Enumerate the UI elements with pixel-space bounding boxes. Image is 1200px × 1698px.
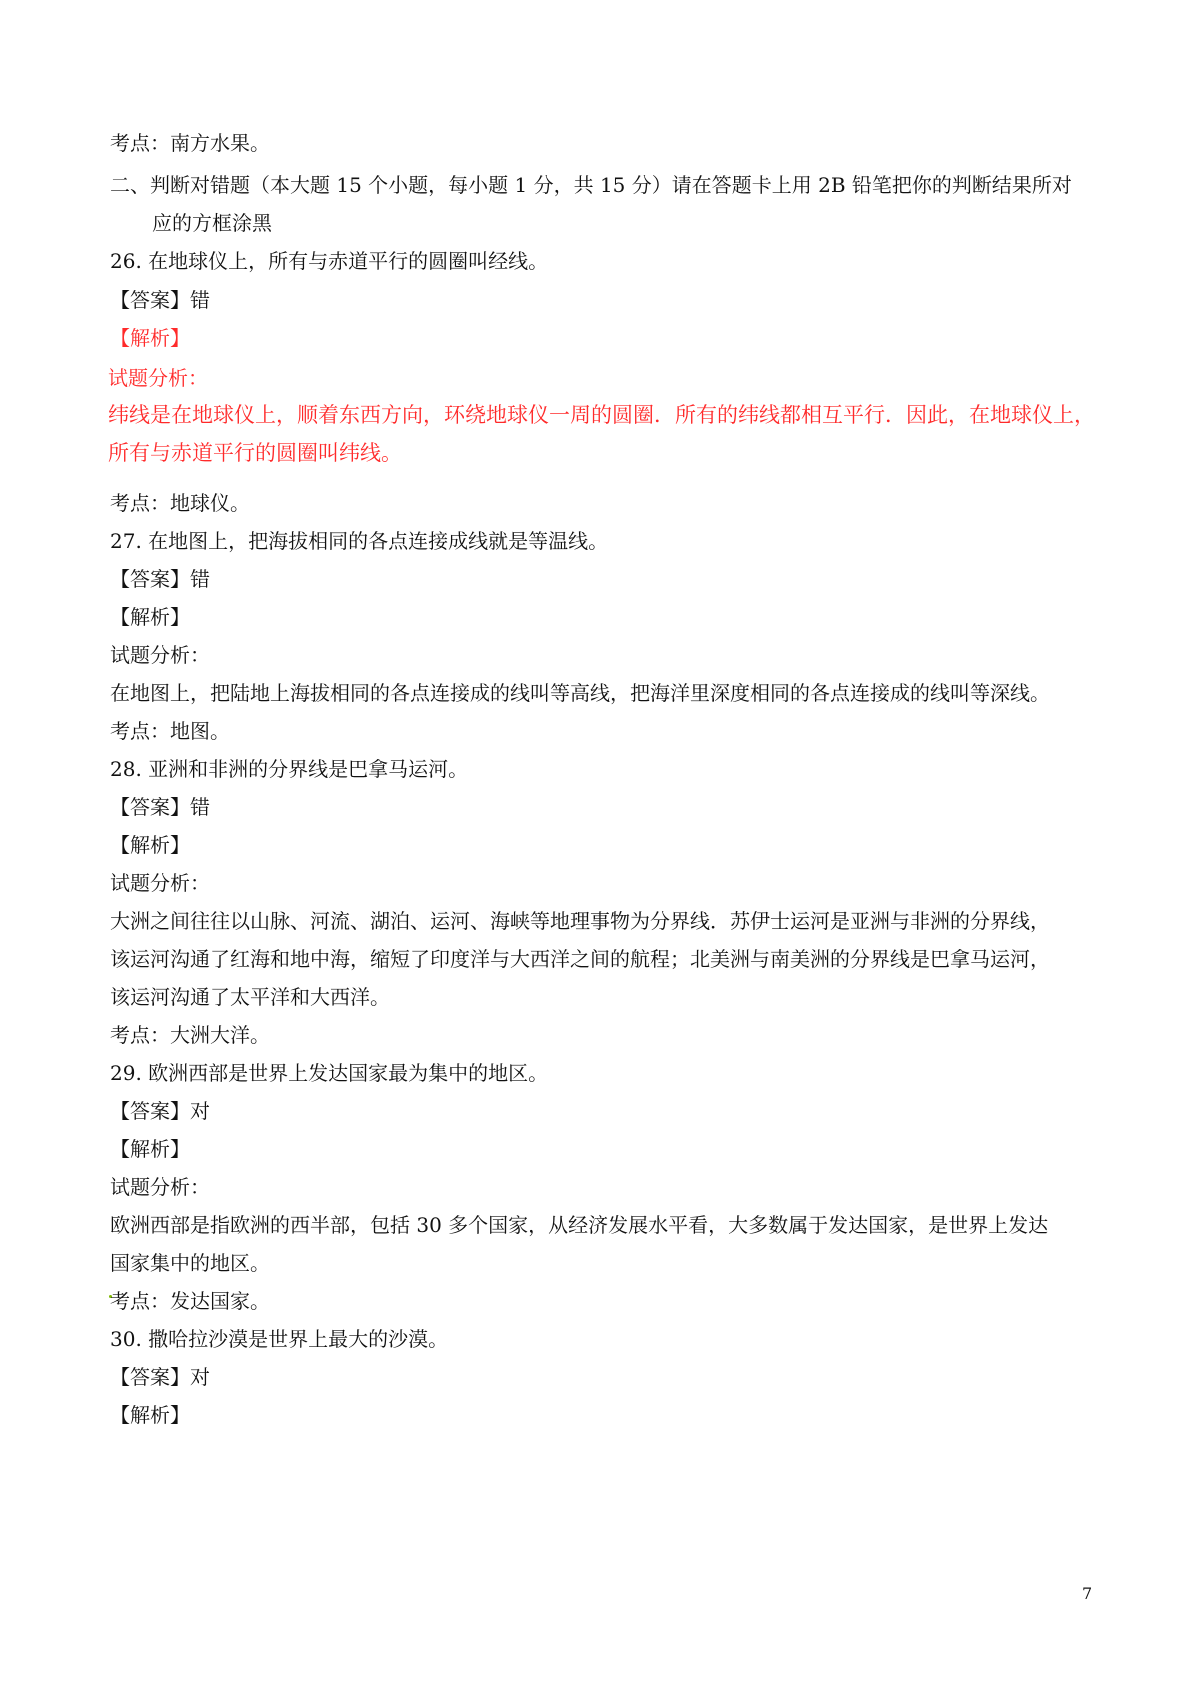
analysis-text-29-line2: 国家集中的地区。 [110, 1251, 270, 1275]
analysis-text-28-line2: 该运河沟通了红海和地中海，缩短了印度洋与大西洋之间的航程；北美洲与南美洲的分界线是巴拿马运河， [110, 947, 1050, 971]
answer-27: 【答案】错 [110, 567, 210, 591]
analysis-title-27: 试题分析： [110, 643, 210, 667]
exam-point-28: 考点：大洲大洋。 [110, 1023, 270, 1047]
exam-point-26: 考点：地球仪。 [110, 491, 250, 515]
section-heading: 二、判断对错题（本大题 15 个小题，每小题 1 分，共 15 分）请在答题卡上用 2B 铅笔把你的判断结果所对 [110, 173, 1072, 197]
analysis-text-28-line3: 该运河沟通了太平洋和大西洋。 [110, 985, 390, 1009]
analysis-title-26: 试题分析： [108, 366, 208, 390]
exam-point-29: 考点：发达国家。 [110, 1289, 270, 1313]
analysis-label-26: 【解析】 [110, 326, 190, 350]
question-27: 27. 在地图上，把海拔相同的各点连接成线就是等温线。 [110, 529, 609, 553]
answer-26: 【答案】错 [110, 288, 210, 312]
analysis-text-26-line1: 纬线是在地球仪上，顺着东西方向，环绕地球仪一周的圆圈．所有的纬线都相互平行．因此，在地球仪上， [108, 403, 1095, 427]
analysis-label-28: 【解析】 [110, 833, 190, 857]
analysis-text-29-line1: 欧洲西部是指欧洲的西半部，包括 30 多个国家，从经济发展水平看，大多数属于发达国家，是世界上发达 [110, 1213, 1049, 1237]
analysis-title-28: 试题分析： [110, 871, 210, 895]
answer-28: 【答案】错 [110, 795, 210, 819]
section-heading-cont: 应的方框涂黑 [152, 211, 272, 235]
question-26: 26. 在地球仪上，所有与赤道平行的圆圈叫经线。 [110, 249, 549, 273]
answer-30: 【答案】对 [110, 1365, 210, 1389]
exam-point-q25: 考点：南方水果。 [110, 131, 270, 155]
question-29: 29. 欧洲西部是世界上发达国家最为集中的地区。 [110, 1061, 549, 1085]
analysis-label-30: 【解析】 [110, 1403, 190, 1427]
analysis-text-27: 在地图上，把陆地上海拔相同的各点连接成的线叫等高线，把海洋里深度相同的各点连接成的线叫等深线。 [110, 681, 1050, 705]
analysis-label-27: 【解析】 [110, 605, 190, 629]
exam-point-27: 考点：地图。 [110, 719, 230, 743]
analysis-text-28-line1: 大洲之间往往以山脉、河流、湖泊、运河、海峡等地理事物为分界线．苏伊士运河是亚洲与非洲的分界线， [110, 909, 1050, 933]
analysis-text-26-line2: 所有与赤道平行的圆圈叫纬线。 [108, 441, 402, 465]
page-number: 7 [1082, 1584, 1093, 1603]
analysis-title-29: 试题分析： [110, 1175, 210, 1199]
analysis-label-29: 【解析】 [110, 1137, 190, 1161]
answer-29: 【答案】对 [110, 1099, 210, 1123]
question-30: 30. 撒哈拉沙漠是世界上最大的沙漠。 [110, 1327, 449, 1351]
question-28: 28. 亚洲和非洲的分界线是巴拿马运河。 [110, 757, 469, 781]
